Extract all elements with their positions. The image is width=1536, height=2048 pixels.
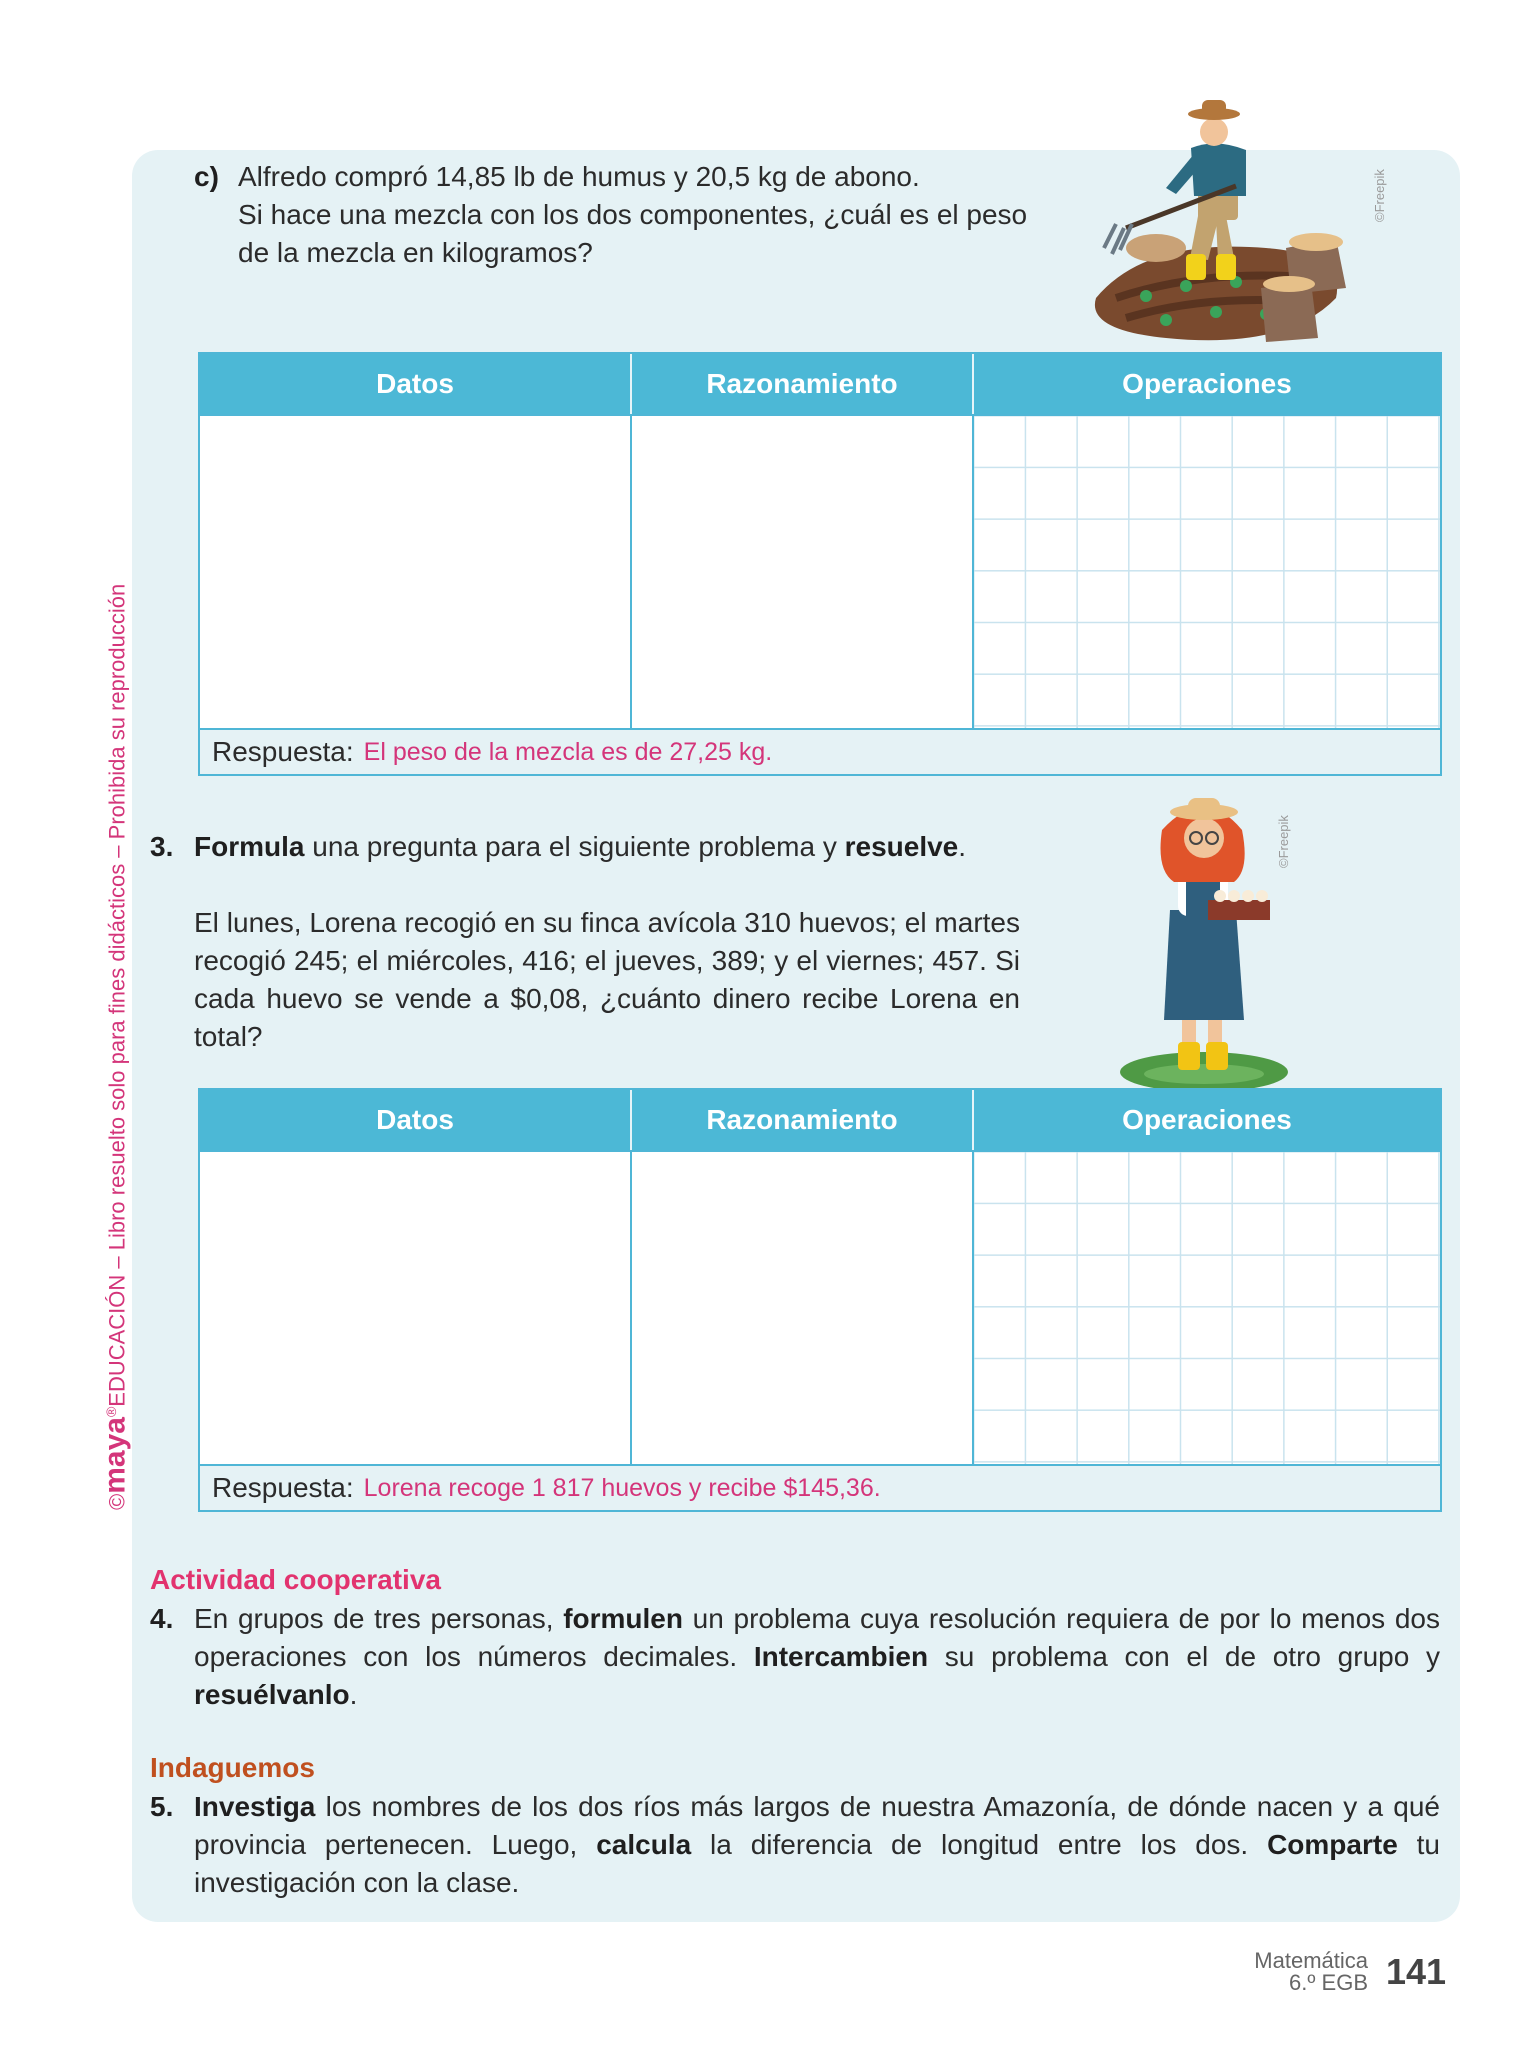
farmer-illustration	[1086, 98, 1386, 350]
problem-3-paragraph: El lunes, Lorena recogió en su finca avícola 310 huevos; el martes recogió 245; el miércoles, 416; el jueves, 389; y el viernes; 457. Si cada huevo se vende a $0,08, ¿cuánto dinero recibe Lorena en total?	[194, 907, 1020, 1052]
header-datos: Datos	[200, 354, 632, 414]
table-header-row	[200, 1090, 1440, 1150]
page-number: 141	[1386, 1951, 1447, 1992]
header-razonamiento: Razonamiento	[632, 1090, 974, 1150]
operaciones-grid[interactable]	[974, 1152, 1440, 1464]
image-credit-2: ©Freepik	[1276, 815, 1291, 868]
item-5-number: 5.	[150, 1791, 174, 1822]
problem-c-label: c)	[194, 161, 219, 192]
problem-c-text: Alfredo compró 14,85 lb de humus y 20,5 kg de abono. Si hace una mezcla con los dos componentes, ¿cuál es el peso de la mezcla en kilogramos?	[238, 161, 1028, 268]
header-operaciones: Operaciones	[1122, 1104, 1292, 1135]
response-label: Respuesta:	[212, 1472, 354, 1503]
table-body-row	[200, 1150, 1440, 1464]
problem-3-number: 3.	[150, 831, 174, 862]
operaciones-grid[interactable]	[974, 416, 1440, 728]
datos-cell[interactable]	[200, 416, 632, 728]
item-4-text: En grupos de tres personas, formulen un problema cuya resolución requiera de por lo menos dos operaciones con los números decimales. Intercambien su problema con el de otro grupo y resuélvanlo.	[194, 1603, 1441, 1710]
response-answer: El peso de la mezcla es de 27,25 kg.	[363, 737, 773, 766]
table-problem-c	[198, 352, 1442, 776]
table-header-row	[200, 354, 1440, 414]
brand-logo: maya	[98, 1417, 132, 1494]
table-body-row	[200, 414, 1440, 728]
item-5-text: Investiga los nombres de los dos ríos más largos de nuestra Amazonía, de dónde nacen y a qué provincia pertenecen. Luego, calcula la diferencia de longitud entre los dos. Comparte tu investigación con la clase.	[194, 1791, 1441, 1898]
farmer-woman-illustration	[1116, 790, 1296, 1096]
table-problem-3	[198, 1088, 1442, 1512]
response-label: Respuesta:	[212, 736, 354, 767]
response-answer: Lorena recoge 1 817 huevos y recibe $145,36.	[363, 1473, 881, 1502]
response-row	[200, 1464, 1440, 1510]
header-datos: Datos	[200, 1090, 632, 1150]
section-title-cooperativa: Actividad cooperativa	[150, 1564, 441, 1595]
header-operaciones: Operaciones	[1122, 368, 1292, 399]
item-4-number: 4.	[150, 1603, 174, 1634]
razonamiento-cell[interactable]	[632, 416, 974, 728]
datos-cell[interactable]	[200, 1152, 632, 1464]
section-title-indaguemos: Indaguemos	[150, 1752, 315, 1783]
copyright-side-note: ©maya®EDUCACIÓN – Libro resuelto solo para fines didácticos – Prohibida su reproducción	[98, 583, 132, 1510]
footer-subject: Matemática 6.º EGB	[1254, 1948, 1368, 1995]
image-credit-1: ©Freepik	[1372, 169, 1387, 222]
response-row	[200, 728, 1440, 774]
problem-3-instruction: Formula una pregunta para el siguiente problema y resuelve.	[194, 831, 967, 862]
header-razonamiento: Razonamiento	[632, 354, 974, 414]
razonamiento-cell[interactable]	[632, 1152, 974, 1464]
